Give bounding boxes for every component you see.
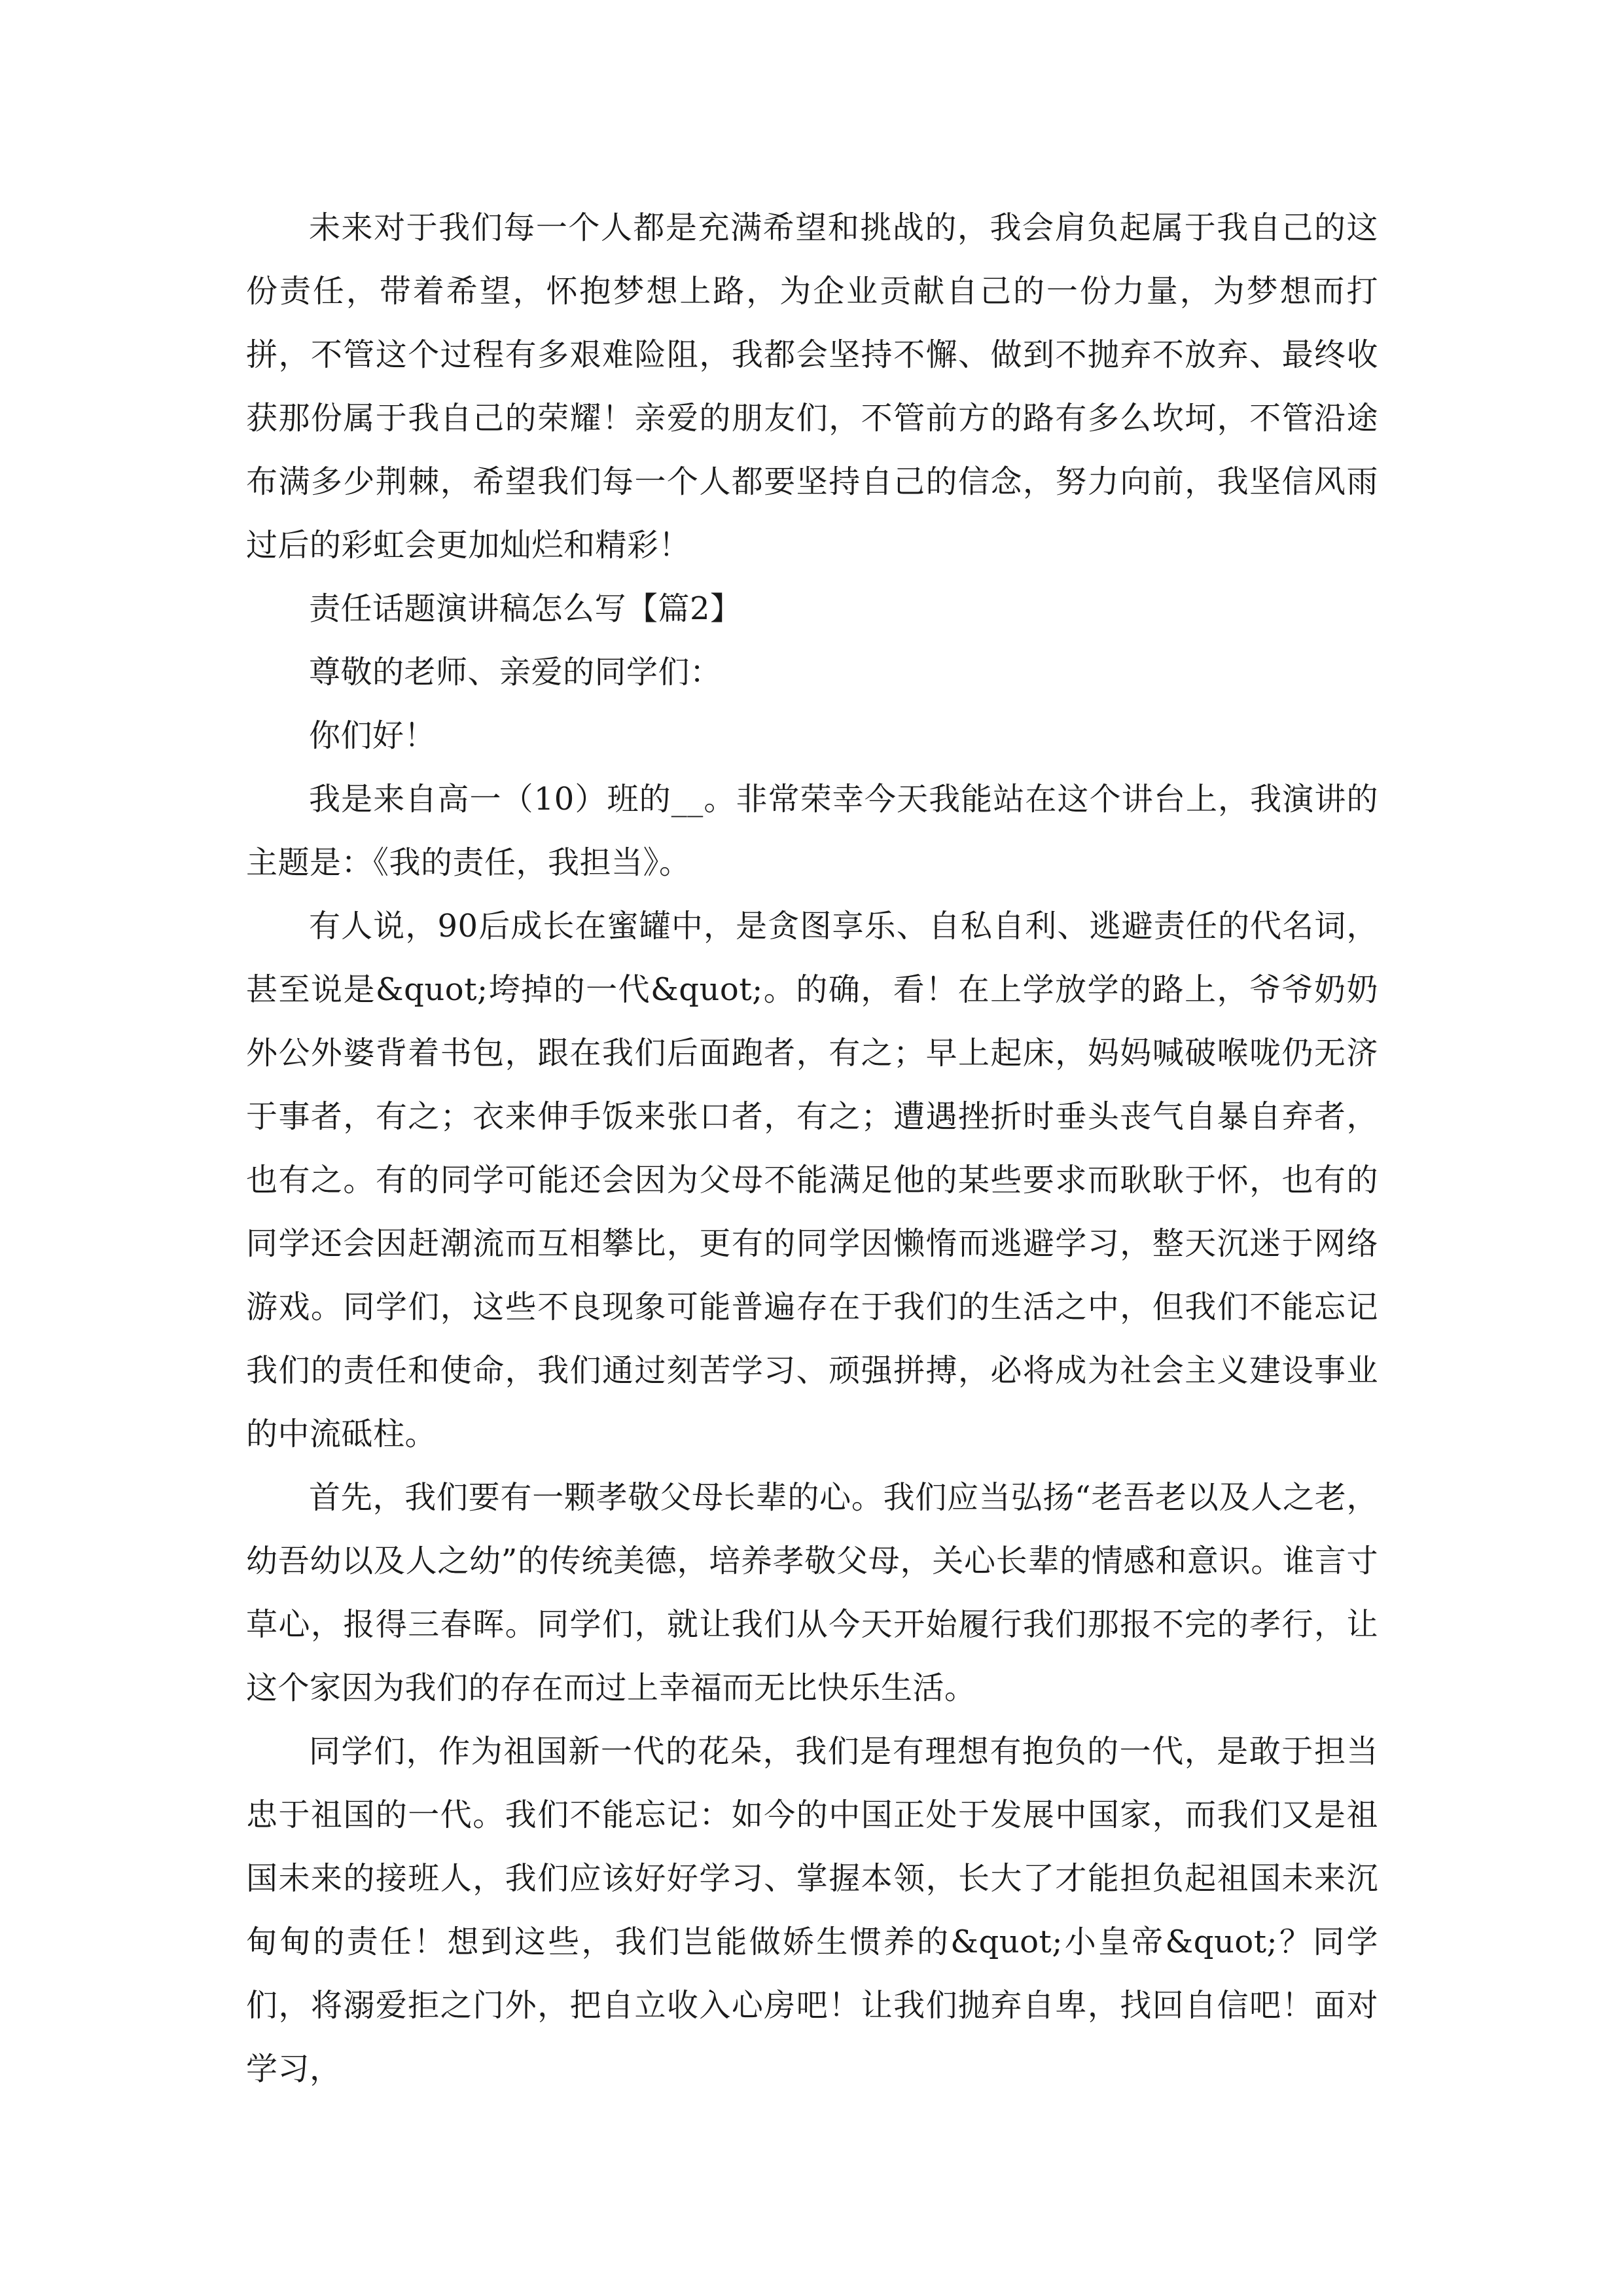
- document-body: [246, 196, 1378, 2101]
- paragraph-introduction: 我是来自高一（10）班的__。非常荣幸今天我能站在这个讲台上，我演讲的主题是：《我的责任，我担当》。: [246, 781, 1378, 881]
- paragraph-post-90s: 有人说，90后成长在蜜罐中，是贪图享乐、自私自利、逃避责任的代名词，甚至说是&quot;垮掉的一代&quot;。的确，看！在上学放学的路上，爷爷奶奶外公外婆背着书包，跟在我们后面跑者，有之；早上起床，妈妈喊破喉咙仍无济于事者，有之；衣来伸手饭来张口者，有之；遭遇挫折时垂头丧气自暴自弃者，也有之。有的同学可能还会因为父母不能满足他的某些要求而耿耿于怀，也有的同学还会因赶潮流而互相攀比，更有的同学因懒惰而逃避学习，整天沉迷于网络游戏。同学们，这些不良现象可能普遍存在于我们的生活之中，但我们不能忘记我们的责任和使命，我们通过刻苦学习、顽强拼搏，必将成为社会主义建设事业的中流砥柱。: [246, 908, 1378, 1452]
- paragraph-responsibility-to-country: 同学们，作为祖国新一代的花朵，我们是有理想有抱负的一代，是敢于担当忠于祖国的一代。我们不能忘记：如今的中国正处于发展中国家，而我们又是祖国未来的接班人，我们应该好好学习、掌握本领，长大了才能担负起祖国未来沉甸甸的责任！想到这些，我们岂能做娇生惯养的&quot;小皇帝&quot;？同学们，将溺爱拒之门外，把自立收入心房吧！让我们抛弃自卑，找回自信吧！面对学习，: [246, 1733, 1378, 2087]
- section-heading: 责任话题演讲稿怎么写【篇2】: [309, 590, 742, 627]
- greeting: 你们好！: [309, 717, 437, 754]
- paragraph-closing-previous-speech: 未来对于我们每一个人都是充满希望和挑战的，我会肩负起属于我自己的这份责任，带着希望，怀抱梦想上路，为企业贡献自己的一份力量，为梦想而打拼，不管这个过程有多艰难险阻，我都会坚持不懈、做到不抛弃不放弃、最终收获那份属于我自己的荣耀！亲爱的朋友们，不管前方的路有多么坎坷，不管沿途布满多少荆棘，希望我们每一个人都要坚持自己的信念，努力向前，我坚信风雨过后的彩虹会更加灿烂和精彩！: [246, 209, 1378, 564]
- salutation: 尊敬的老师、亲爱的同学们：: [309, 654, 722, 691]
- paragraph-filial-piety: 首先，我们要有一颗孝敬父母长辈的心。我们应当弘扬“老吾老以及人之老，幼吾幼以及人之幼”的传统美德，培养孝敬父母，关心长辈的情感和意识。谁言寸草心，报得三春晖。同学们，就让我们从今天开始履行我们那报不完的孝行，让这个家因为我们的存在而过上幸福而无比快乐生活。: [246, 1479, 1378, 1706]
